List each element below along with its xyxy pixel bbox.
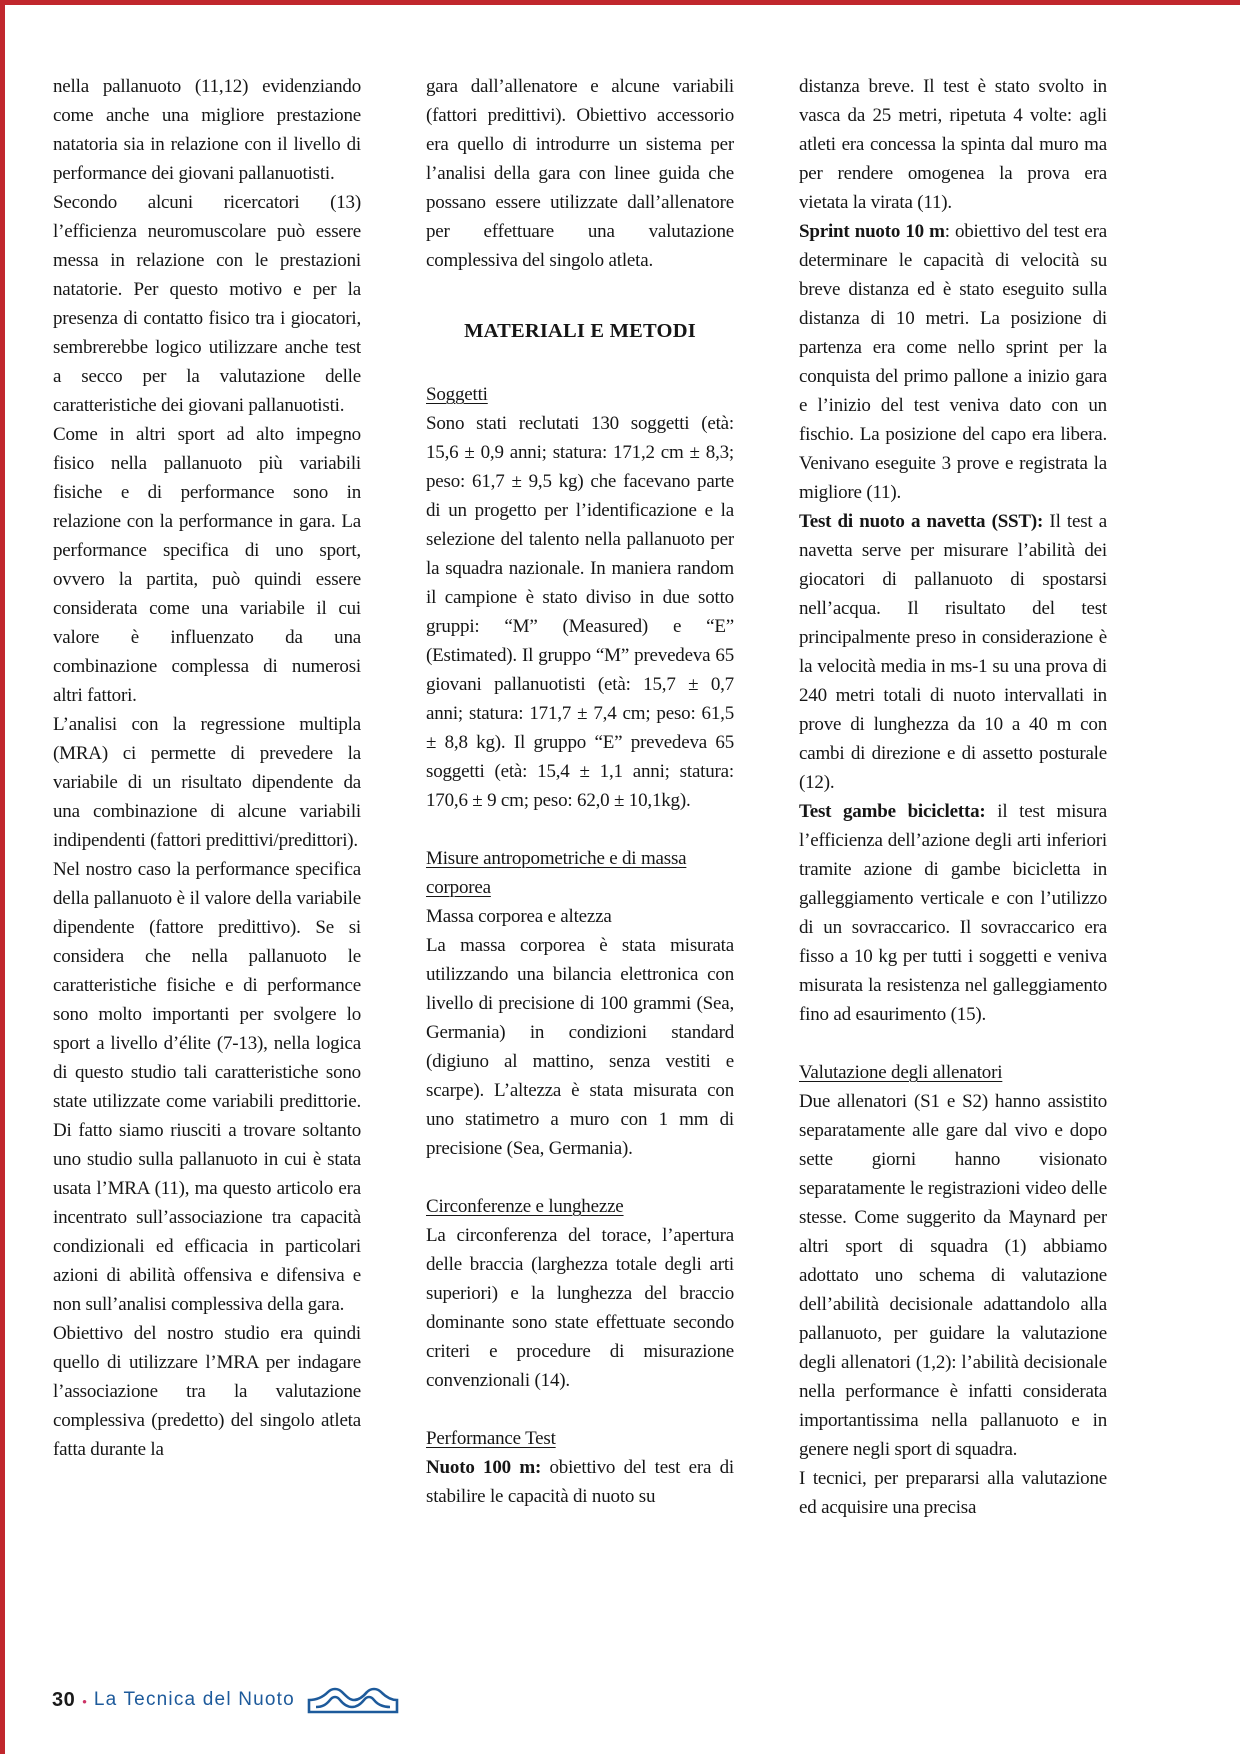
subsection-heading: Circonferenze e lunghezze — [426, 1196, 624, 1217]
test-name-label: Nuoto 100 m: — [426, 1457, 542, 1478]
paragraph-text: Il test a navetta serve per misurare l’abilità dei giocatori di pallanuoto di spostarsi nell’acqua. Il risultato del test principalmente preso in considerazione è la velocità media in ms-1 su una prova di 240 metri totali di nuoto intervallati in prove di lunghezza da 10 a 40 m con cambi di direzione e di assetto posturale (12). — [799, 511, 1107, 793]
subsection-heading: Valutazione degli allenatori — [799, 1062, 1003, 1083]
test-name-label: Sprint nuoto 10 m — [799, 221, 945, 242]
paragraph: Nel nostro caso la performance specifica della pallanuoto è il valore della variabile dipendente (fattore predittivo). Se si considera che nella pallanuoto le caratteristiche fisiche e di performance sono molto importanti per svolgere lo sport a livello d’élite (7-13), nella logica di questo studio tali caratteristiche sono state utilizzate come variabili predittorie. Di fatto siamo riusciti a trovare soltanto uno studio sulla pallanuoto in cui è stata usata l’MRA (11), ma questo articolo era incentrato sull’associazione tra capacità condizionali ed efficacia in particolari azioni di abilità offensiva e difensiva e non sull’analisi complessiva della gara. — [53, 859, 361, 1315]
page-number: 30 — [52, 1688, 76, 1711]
waves-icon — [307, 1684, 399, 1716]
test-description-paragraph — [799, 797, 1107, 1029]
paragraph: Due allenatori (S1 e S2) hanno assistito separatamente alle gare dal vivo e dopo sette giorni hanno visionato separatamente le registrazioni video delle stesse. Come suggerito da Maynard per altri sport di squadra (1) abbiamo adottato uno schema di valutazione dell’abilità decisionale adattandolo alla pallanuoto, per guidare la valutazione degli allenatori (1,2): l’abilità decisionale nella performance è infatti considerata importantissima nella pallanuoto e in genere negli sport di squadra. — [799, 1091, 1107, 1460]
column-1 — [53, 72, 361, 1664]
paragraph-text: : obiettivo del test era determinare le capacità di velocità su breve distanza ed è stato eseguito sulla distanza di 10 metri. La posizione di partenza era come nello sprint per la conquista del primo pallone a inizio gara e l’inizio del test veniva dato con un fischio. La posizione del capo era libera. Venivano eseguite 3 prove e registrata la migliore (11). — [799, 221, 1107, 503]
paragraph: Secondo alcuni ricercatori (13) l’efficienza neuromuscolare può essere messa in relazione con le prestazioni natatorie. Per questo motivo e per la presenza di contatto fisico tra i giocatori, sembrerebbe logico utilizzare anche test a secco per la valutazione delle caratteristiche dei giovani pallanuotisti. — [53, 192, 361, 416]
test-description-paragraph — [799, 507, 1107, 797]
paragraph: gara dall’allenatore e alcune variabili (fattori predittivi). Obiettivo accessorio era quello di introdurre un sistema per l’analisi della gara con linee guida che possano essere utilizzate dall’allenatore per effettuare una valutazione complessiva del singolo atleta. — [426, 76, 734, 271]
subsection-heading: Misure antropometriche e di massa corporea — [426, 848, 687, 898]
paragraph: La circonferenza del torace, l’apertura delle braccia (larghezza totale degli arti superiori) e la lunghezza del braccio dominante sono state effettuate secondo criteri e procedure di misurazione convenzionali (14). — [426, 1225, 734, 1391]
page-left-rule — [0, 0, 5, 1754]
test-description-paragraph — [799, 217, 1107, 507]
paragraph: I tecnici, per prepararsi alla valutazione ed acquisire una precisa — [799, 1468, 1107, 1518]
journal-name: La Tecnica del Nuoto — [93, 1689, 295, 1710]
test-name-label: Test gambe bicicletta: — [799, 801, 986, 822]
test-name-label: Test di nuoto a navetta (SST): — [799, 511, 1044, 532]
paragraph: Obiettivo del nostro studio era quindi quello di utilizzare l’MRA per indagare l’associazione tra la valutazione complessiva (predetto) del singolo atleta fatta durante la — [53, 1323, 361, 1460]
subsection-heading: Soggetti — [426, 384, 488, 405]
paragraph: distanza breve. Il test è stato svolto in vasca da 25 metri, ripetuta 4 volte: agli atleti era concessa la spinta dal muro ma per rendere omogenea la prova era vietata la virata (11). — [799, 76, 1107, 213]
paragraph: nella pallanuoto (11,12) evidenziando come anche una migliore prestazione natatoria sia in relazione con il livello di performance dei giovani pallanuotisti. — [53, 76, 361, 184]
test-description-paragraph — [426, 1453, 734, 1511]
paragraph: Sono stati reclutati 130 soggetti (età: 15,6 ± 0,9 anni; statura: 171,2 cm ± 8,3; peso: 61,7 ± 9,5 kg) che facevano parte di un progetto per l’identificazione e la selezione del talento nella pallanuoto per la squadra nazionale. In maniera random il campione è stato diviso in due sotto gruppi: “M” (Measured) e “E” (Estimated). Il gruppo “M” prevedeva 65 giovani pallanuotisti (età: 15,7 ± 0,7 anni; statura: 171,7 ± 7,4 cm; peso: 61,5 ± 8,8 kg). Il gruppo “E” prevedeva 65 soggetti (età: 15,4 ± 1,1 anni; statura: 170,6 ± 9 cm; peso: 62,0 ± 10,1kg). — [426, 413, 734, 811]
paragraph: La massa corporea è stata misurata utilizzando una bilancia elettronica con livello di precisione di 100 grammi (Sea, Germania) in condizioni standard (digiuno al mattino, senza vestiti e scarpe). L’altezza è stata misurata con uno statimetro a muro con 1 mm di precisione (Sea, Germania). — [426, 935, 734, 1159]
column-2 — [426, 72, 734, 1664]
section-heading: MATERIALI E METODI — [464, 320, 696, 342]
page-top-rule — [0, 0, 1240, 5]
paragraph-text: obiettivo del test era di stabilire le capacità di nuoto su — [426, 1457, 734, 1507]
paragraph-text: il test misura l’efficienza dell’azione degli arti inferiori tramite azione di gambe bicicletta in galleggiamento verticale e con l’utilizzo di un sovraccarico. Il sovraccarico era fisso a 10 kg per tutti i soggetti e veniva misurata la resistenza nel galleggiamento fino ad esaurimento (15). — [799, 801, 1107, 1025]
sub-label-line: Massa corporea e altezza — [426, 906, 612, 927]
footer-bullet: • — [82, 1693, 87, 1709]
page-footer — [52, 1684, 399, 1716]
column-3 — [799, 72, 1107, 1664]
article-columns — [53, 72, 1107, 1664]
paragraph: L’analisi con la regressione multipla (MRA) ci permette di prevedere la variabile di un risultato dipendente da una combinazione di alcune variabili indipendenti (fattori predittivi/predittori). — [53, 714, 361, 851]
subsection-heading: Performance Test — [426, 1428, 556, 1449]
paragraph: Come in altri sport ad alto impegno fisico nella pallanuoto più variabili fisiche e di performance sono in relazione con la performance in gara. La performance specifica di uno sport, ovvero la partita, può quindi essere considerata come una variabile il cui valore è influenzato da una combinazione complessa di numerosi altri fattori. — [53, 424, 361, 706]
